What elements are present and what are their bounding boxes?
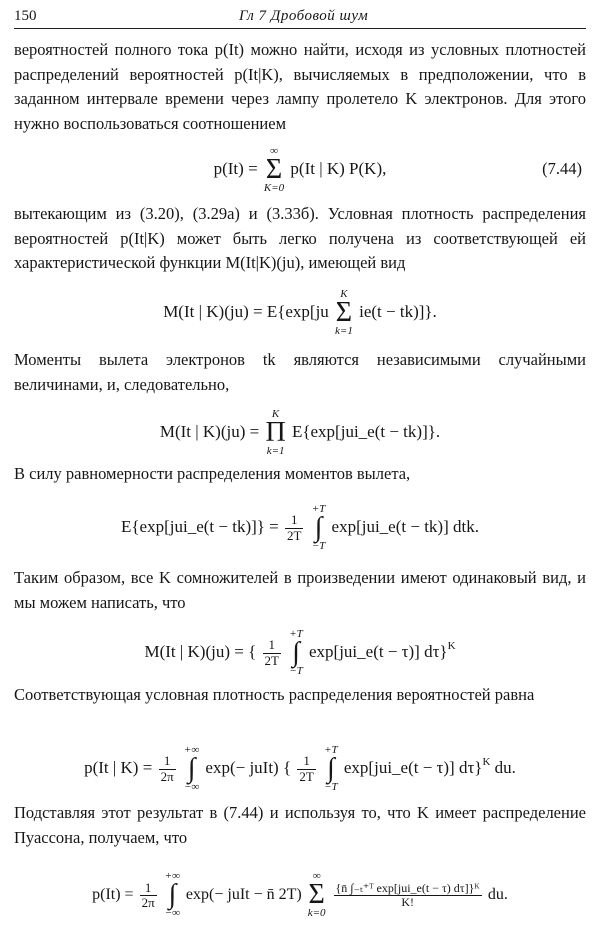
eq6-lhs: p(It | K) = <box>84 758 157 777</box>
eq6-frac2-num: 1 <box>297 754 315 769</box>
eq6-int2-bottom: −T <box>324 781 338 794</box>
paragraph-7: Подставляя этот результат в (7.44) и используя то, что K имеет распределение Пуассона, получаем, что <box>14 803 586 847</box>
eq6-int1-top: +∞ <box>183 744 200 757</box>
eq1-sum-top: ∞ <box>270 145 278 158</box>
paragraph-3: Моменты вылета электронов tk являются независимыми случайными величинами, и, следовательно, <box>14 350 586 394</box>
eq7-mid: exp(− juIt − n̄ 2T) <box>185 886 302 903</box>
eq4-fraction <box>285 513 303 543</box>
equation-total-density <box>14 858 586 932</box>
running-title: Гл 7 Дробовой шум <box>239 8 369 24</box>
paragraph-1: вероятностей полного тока p(It) можно найти, исходя из условных плотностей распределений вероятностей p(It|K), вычисляемых в предположении, что в заданном интервале времени через лампу пролетело K электронов. Для этого нужно воспользоваться соотношением <box>14 40 586 133</box>
eq7-frac1-num: 1 <box>140 881 157 896</box>
eq4-integral: +T ∫ −T <box>311 503 326 553</box>
eq4-int-bottom: −T <box>311 540 326 553</box>
eq1-sum-bottom: K=0 <box>263 182 285 195</box>
eq5-rhs: exp[jui_e(t − τ)] dτ} <box>309 642 448 661</box>
equation-product <box>14 405 586 459</box>
eq2-sum-top: K <box>340 288 348 301</box>
eq6-int2-top: +T <box>324 744 338 757</box>
eq2-lhs: M(It | K)(ju) = E{exp[ju <box>163 302 329 321</box>
eq7-lhs: p(It) = <box>92 886 138 903</box>
eq2-sum-operator: K Σ k=1 <box>335 288 353 338</box>
equation-k-power <box>14 614 586 678</box>
equation-conditional-density <box>14 728 586 796</box>
eq7-sum-operator: ∞ Σ k=0 <box>307 870 326 920</box>
equation-7-44 <box>14 145 586 193</box>
eq1-sum-operator: ∞ Σ K=0 <box>263 145 285 195</box>
eq7-int1-top: +∞ <box>164 870 180 883</box>
eq7-frac2-den: K! <box>401 894 415 909</box>
eq3-prod-bottom: k=1 <box>266 445 285 458</box>
eq5-power: K <box>447 640 456 652</box>
eq3-prod-top: K <box>271 408 280 421</box>
eq6-power: K <box>482 756 491 768</box>
paragraph-4: В силу равномерности распределения моментов вылета, <box>14 464 411 483</box>
eq2-sum-bottom: k=1 <box>335 325 353 338</box>
eq6-int1-bottom: −∞ <box>183 781 200 794</box>
eq3-rhs: E{exp[jui_e(t − tk)]}. <box>291 422 441 441</box>
eq6-frac1-num: 1 <box>159 754 176 769</box>
eq4-lhs: E{exp[jui_e(t − tk)]} = <box>121 517 284 536</box>
eq4-int-top: +T <box>311 503 326 516</box>
eq7-sum-top: ∞ <box>312 870 321 883</box>
eq7-frac1-den: 2π <box>141 894 155 910</box>
eq6-integral-1: +∞ ∫ −∞ <box>183 744 200 794</box>
eq5-lhs: M(It | K)(ju) = { <box>144 642 257 661</box>
eq5-frac-num: 1 <box>263 638 281 653</box>
eq4-rhs: exp[jui_e(t − tk)] dtk. <box>331 517 479 536</box>
equation-characteristic-function <box>14 286 586 338</box>
eq7-integral: +∞ ∫ −∞ <box>164 870 180 920</box>
eq6-integral-2: +T ∫ −T <box>324 744 338 794</box>
eq6-frac2-den: 2T <box>299 768 314 784</box>
eq5-integral: +T ∫ −T <box>289 628 303 678</box>
eq1-lhs: p(It) = <box>213 159 262 178</box>
eq6-fraction-2 <box>297 754 315 784</box>
page-header <box>14 6 586 29</box>
eq7-sum-bottom: k=0 <box>307 907 326 920</box>
eq4-frac-den: 2T <box>287 527 302 543</box>
eq5-int-bottom: −T <box>289 665 303 678</box>
eq3-lhs: M(It | K)(ju) = <box>159 422 264 441</box>
eq7-tail: du. <box>487 886 508 903</box>
page-number: 150 <box>14 8 37 24</box>
equation-uniform-average <box>14 496 586 558</box>
eq6-mid: exp(− juIt) { <box>205 758 292 777</box>
paragraph-6: Соответствующая условная плотность распределения вероятностей равна <box>14 685 535 704</box>
eq2-rhs: ie(t − tk)]}. <box>359 302 437 321</box>
eq5-int-top: +T <box>289 628 303 641</box>
eq6-fraction-1 <box>159 754 176 784</box>
paragraph-2: вытекающим из (3.20), (3.29а) и (3.33б). Условная плотность распределения вероятностей p(It|K) может быть легко получена из соответствующей ей характеристической функции M(It|K)(ju), имеющей вид <box>14 204 586 272</box>
eq6-rhs: exp[jui_e(t − τ)] dτ} <box>343 758 483 777</box>
eq3-product-operator: K Π k=1 <box>265 408 286 458</box>
eq7-frac2-num: {n̄ ∫₋ₜ⁺ᵀ exp[jui_e(t − τ) dτ]}ᴷ <box>335 880 480 895</box>
eq7-int1-bottom: −∞ <box>164 907 180 920</box>
eq6-frac1-den: 2π <box>160 768 174 784</box>
eq7-fraction-1 <box>140 881 157 911</box>
eq6-tail: du. <box>494 758 516 777</box>
eq5-fraction <box>263 638 281 668</box>
eq7-fraction-2 <box>334 882 482 909</box>
eq1-rhs: p(It | K) P(K), <box>290 159 387 178</box>
equation-tag: (7.44) <box>542 159 582 178</box>
eq4-frac-num: 1 <box>285 513 303 528</box>
eq5-frac-den: 2T <box>264 652 279 668</box>
paragraph-5: Таким образом, все K сомножителей в произведении имеют одинаковый вид, и мы можем написать, что <box>14 568 586 612</box>
